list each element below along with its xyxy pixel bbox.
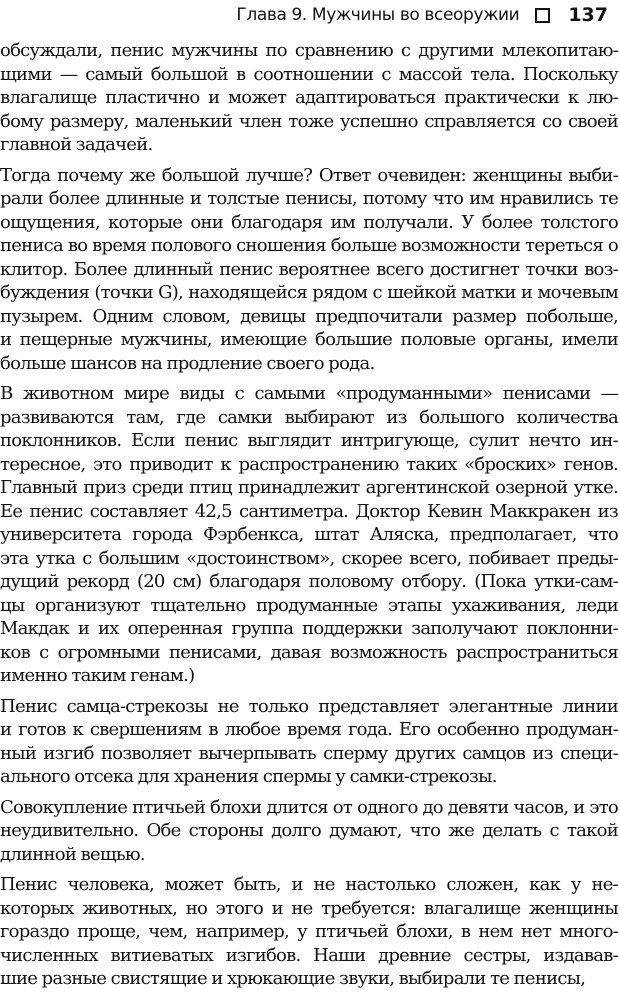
text-line: Главный приз среди птиц принадлежит аргентинской озерной утке. <box>0 477 618 498</box>
text-line: цы организуют тщательно продуманные этапы ухаживания, леди <box>0 594 618 616</box>
text-line: Совокупление птичьей блохи длится от одного до девяти часов, и это <box>0 796 618 818</box>
text-line: гораздо проще, чем, например, у птичьей блохи, в нем нет много- <box>0 921 618 942</box>
text-line: влагалище пластично и может адаптироваться практически к лю- <box>0 87 618 108</box>
text-line: рали более длинные и толстые пенисы, потому что им нравились те <box>0 188 618 209</box>
text-line: щими — самый большой в соотношении с массой тела. Поскольку <box>0 63 618 85</box>
text-line: бому размеру, маленький член тоже успешно справляется со своей <box>0 110 618 132</box>
text-line: длинной вещью. <box>0 843 145 865</box>
text-line: пениса во время полового сношения больше возможности тереться о <box>0 235 618 256</box>
text-line: Макдак и их оперенная группа поддержки заполучают поклонни- <box>0 618 618 639</box>
text-line: развиваются там, где самки выбирают из большого количества <box>0 406 618 428</box>
text-line: ный изгиб позволяет вычерпывать сперму других самцов из специ- <box>0 742 618 764</box>
text-line: буждения (точки G), находящейся рядом с шейкой матки и мочевым <box>0 282 618 303</box>
text-line: обсуждали, пенис мужчины по сравнению с другими млекопитаю- <box>0 40 618 61</box>
text-line: Пенис человека, может быть, и не настолько сложен, как у не- <box>0 874 618 895</box>
paragraph <box>0 39 618 157</box>
text-line: шие разные свистящие и хрюкающие звуки, выбирали те пенисы, <box>0 968 586 989</box>
text-line: и готов к свершениям в любое время года. Его особенно продуман- <box>0 719 618 740</box>
text-line: которых животных, но этого и не требуется: влагалище женщины <box>0 897 618 919</box>
text-line: ков с огромными пенисами, давая возможность распространиться <box>0 641 618 663</box>
square-bullet-icon <box>535 8 550 23</box>
paragraph <box>0 164 618 376</box>
chapter-title: Глава 9. Мужчины во всеоружии <box>236 5 520 25</box>
text-line: численных витиеватых изгибов. Наши древние сестры, издавав- <box>0 944 618 966</box>
text-line: клитор. Более длинный пенис вероятнее всего достигнет точки воз- <box>0 258 618 280</box>
paragraph <box>0 796 618 867</box>
text-line: ощущения, которые они благодаря им получали. У более толстого <box>0 211 618 233</box>
paragraph <box>0 873 618 991</box>
text-line: университета города Фэрбенкса, штат Аляска, предполагает, что <box>0 524 618 545</box>
text-line: тересное, это приводит к распространению таких «броских» генов. <box>0 453 618 475</box>
text-line: ального отсека для хранения спермы у самки-стрекозы. <box>0 766 497 787</box>
text-line: главной задачей. <box>0 134 153 155</box>
text-line: больше шансов на продление своего рода. <box>0 352 375 374</box>
text-line: именно таким генам.) <box>0 665 195 686</box>
text-line: Пенис самца-стрекозы не только представляет элегантные линии <box>0 695 618 717</box>
text-line: неудивительно. Обе стороны долго думают, что же делать с такой <box>0 820 618 841</box>
text-line: и пещерные мужчины, имеющие большие половые органы, имели <box>0 329 618 350</box>
paragraph <box>0 382 618 688</box>
page-number: 137 <box>568 4 608 26</box>
running-header <box>236 2 608 28</box>
body-text <box>0 39 618 998</box>
text-line: Ее пенис составляет 42,5 сантиметра. Доктор Кевин Маккракен из <box>0 500 618 522</box>
text-line: пузырем. Одним словом, девицы предпочитали размер побольше, <box>0 305 618 327</box>
text-line: поклонников. Если пенис выглядит интригующе, сулит нечто ин- <box>0 430 618 451</box>
text-line: В животном мире виды с самыми «продуманными» пенисами — <box>0 383 618 404</box>
paragraph <box>0 695 618 789</box>
text-line: эта утка с большим «достоинством», скорее всего, побивает преды- <box>0 547 618 569</box>
text-line: Тогда почему же большой лучше? Ответ очевиден: женщины выби- <box>0 164 618 186</box>
text-line: дущий рекорд (20 см) благодаря половому отбору. (Пока утки-сам- <box>0 571 618 592</box>
